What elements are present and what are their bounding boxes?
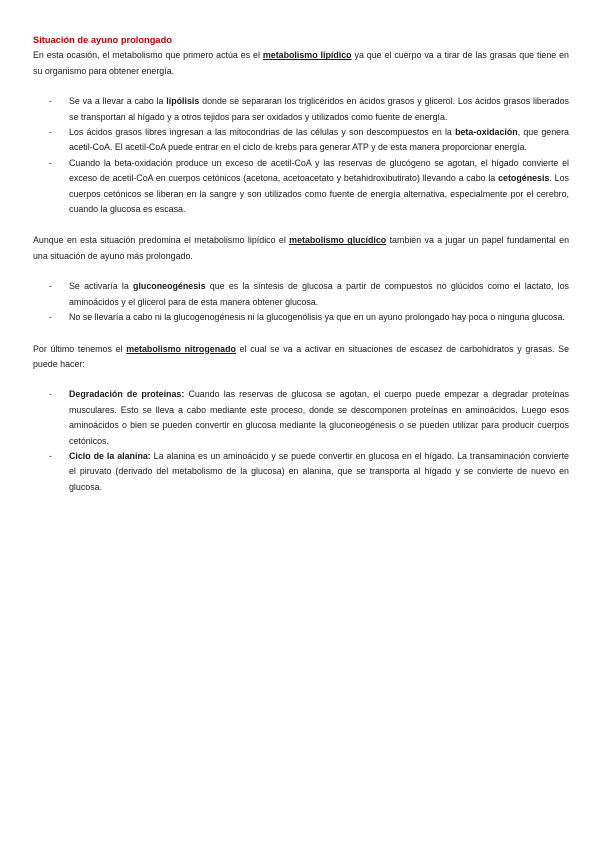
bullet-dash: -: [49, 450, 52, 461]
bullet-dash: -: [49, 96, 52, 107]
term-metabolismo-lipidico: metabolismo lipídico: [262, 50, 352, 61]
term-beta-oxidacion: beta-oxidación: [455, 127, 518, 138]
term-metabolismo-nitrogenado: metabolismo nitrogenado: [126, 343, 236, 354]
term-degradacion-proteinas: Degradación de proteínas:: [69, 389, 185, 400]
document-body: [33, 33, 569, 495]
list-item: - Ciclo de la alanina: La alanina es un aminoácido y se puede convertir en glucosa en el hígado. La transaminación convierte el piruvato (derivado del metabolismo de la glucosa) en alanina, que se transporta al hígado y se convierte de nuevo en glucosa.: [49, 450, 569, 492]
term-gluconeogenesis: gluconeogénesis: [133, 281, 206, 292]
bullet-dash: -: [49, 389, 52, 400]
section-title: Situación de ayuno prolongado: [33, 35, 172, 45]
nitrogen-paragraph: Por último tenemos el metabolismo nitrogenado el cual se va a activar en situaciones de escasez de carbohidratos y grasas. Se puede hacer:: [33, 343, 570, 369]
bullet-dash: -: [49, 157, 52, 168]
glucidic-list: [33, 279, 569, 325]
nitrogen-list: [33, 387, 569, 495]
term-cetogenesis: cetogénesis: [498, 173, 550, 184]
list-item: - Se va a llevar a cabo la lipólisis donde se separaran los triglicéridos en ácidos grasos y glicerol. Los ácidos grasos liberados se transportan al hígado y a otros tejidos para ser oxidados y utilizados como fuente de energía.: [49, 96, 569, 122]
glucidic-paragraph: Aunque en esta situación predomina el metabolismo lipídico el metabolismo glucídico también va a jugar un papel fundamental en una situación de ayuno más prolongado.: [33, 235, 570, 261]
term-ciclo-alanina: Ciclo de la alanina:: [69, 450, 151, 461]
term-lipolisis: lipólisis: [166, 96, 200, 107]
bullet-dash: -: [49, 281, 52, 292]
bullet-dash: -: [49, 312, 52, 323]
list-item: - Cuando la beta-oxidación produce un exceso de acetil-CoA y las reservas de glucógeno se agotan, el hígado convierte el exceso de acetil-CoA en cuerpos cetónicos (acetona, acetoacetato y betahidroxibutirato) llevando a cabo la cetogénesis. Los cuerpos cetónicos se liberan en la sangre y son utilizados como fuente de energía alternativa, especialmente por el cerebro, cuando la glucosa es escasa.: [49, 157, 569, 215]
lipid-list: [33, 94, 569, 217]
bullet-dash: -: [49, 127, 52, 138]
list-item: - Los ácidos grasos libres ingresan a las mitocondrias de las células y son descompuestos en la beta-oxidación, que genera acetil-CoA. El acetil-CoA puede entrar en el ciclo de krebs para generar ATP y de esta manera proporcionar energía.: [49, 127, 569, 153]
list-item: - Degradación de proteínas: Cuando las reservas de glucosa se agotan, el cuerpo puede empezar a degradar proteínas musculares. Esto se lleva a cabo mediante este proceso, donde se descomponen proteínas en aminoácidos. Luego esos aminoácidos o bien se pueden convertir en glucosa mediante la gluconeogénesis o se pueden utilizar para producir cuerpos cetónicos.: [49, 389, 569, 446]
term-metabolismo-glucidico: metabolismo glucídico: [289, 235, 387, 246]
list-item: - No se llevaría a cabo ni la glucogenogénesis ni la glucogenólisis ya que en un ayuno prolongado hay poca o ninguna glucosa.: [33, 310, 569, 325]
list-item: - Se activaría la gluconeogénesis que es la síntesis de glucosa a partir de compuestos no glúcidos como el lactato, los aminoácidos y el glicerol para de esta manera obtener glucosa.: [49, 281, 569, 307]
intro-paragraph: En esta ocasión, el metabolismo que primero actúa es el metabolismo lipídico ya que el cuerpo va a tirar de las grasas que tiene en su organismo para obtener energía.: [33, 50, 569, 76]
